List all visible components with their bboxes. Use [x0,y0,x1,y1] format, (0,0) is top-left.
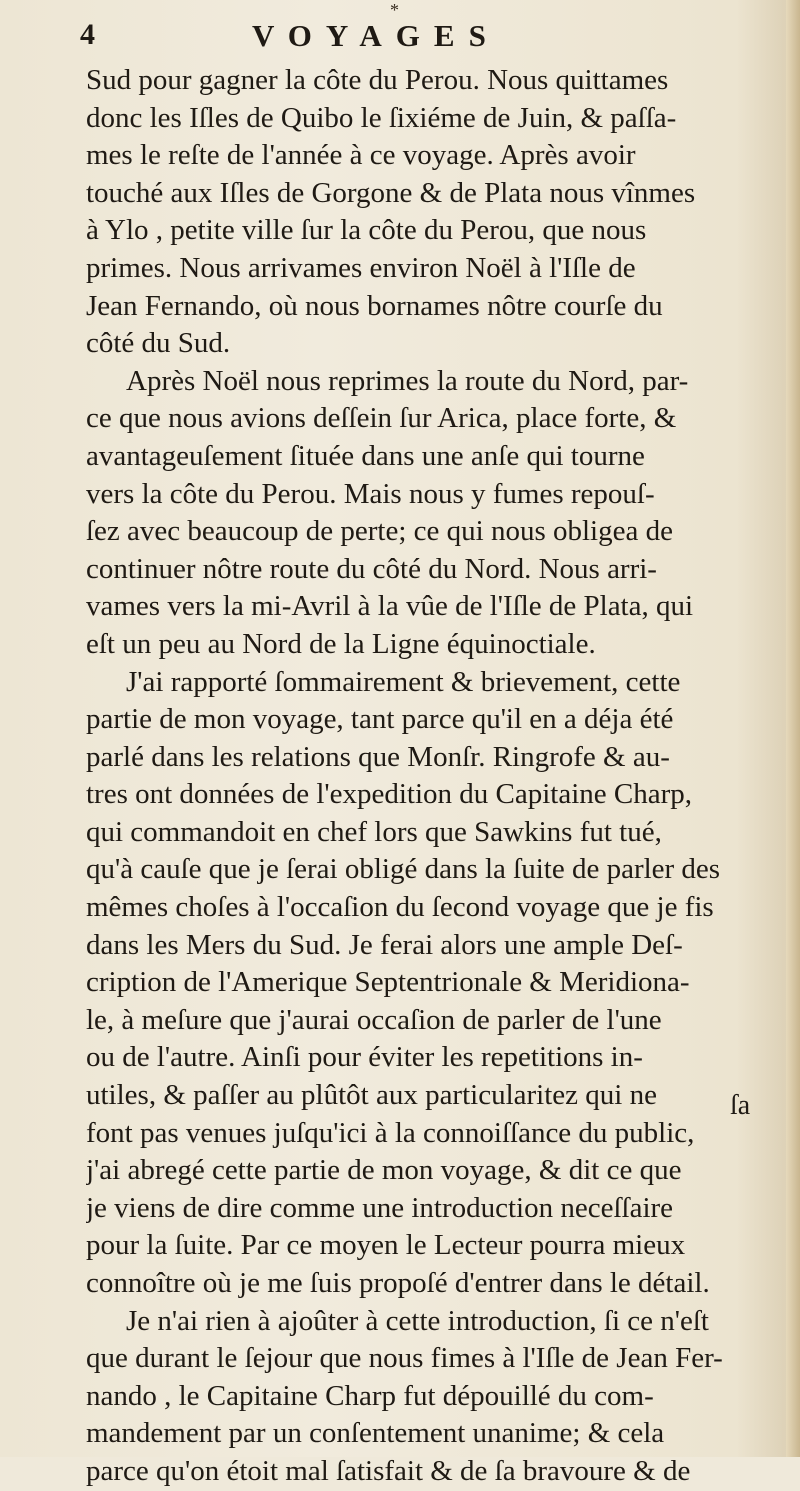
running-head: VOYAGES [252,18,500,53]
text-line: dans les Mers du Sud. Je ferai alors une ample Deſ- [86,928,683,961]
text-line: j'ai abregé cette partie de mon voyage, & dit ce que [86,1154,682,1187]
text-line: qu'à cauſe que je ſerai obligé dans la ſuite de parler des [86,853,721,886]
text-line: eſt un peu au Nord de la Ligne équinoctiale. [86,627,596,660]
text-line: partie de mon voyage, tant parce qu'il en a déja été [86,703,674,736]
text-line: ou de l'autre. Ainſi pour éviter les repetitions in- [86,1041,643,1074]
text-line: parlé dans les relations que Monſr. Ringrofe & au- [86,740,670,773]
text-line: J'ai rapporté ſommairement & brievement, cette [126,665,681,698]
printer-mark: * [390,0,399,20]
text-line: pour la ſuite. Par ce moyen le Lecteur pourra mieux [86,1229,686,1262]
text-line: mes le reſte de l'année à ce voyage. Après avoir [86,139,636,172]
text-line: côté du Sud. [86,327,231,360]
text-line: vers la côte du Perou. Mais nous y fumes repouſ- [86,477,655,510]
text-line: font pas venues juſqu'ici à la connoiſſance du public, [86,1116,695,1149]
text-line: ſez avec beaucoup de perte; ce qui nous obligea de [86,515,673,548]
text-line: mêmes choſes à l'occaſion du ſecond voyage que je fis [86,891,714,924]
page-header [80,18,720,58]
text-line: donc les Iſles de Quibo le ſixiéme de Juin, & paſſa- [86,101,677,134]
text-line: Je n'ai rien à ajoûter à cette introduction, ſi ce n'eſt [126,1304,709,1337]
page-number: 4 [80,18,95,51]
text-line: le, à meſure que j'aurai occaſion de parler de l'une [86,1003,662,1036]
text-line: je viens de dire comme une introduction neceſſaire [86,1191,674,1224]
body-text [86,62,776,1491]
text-line: parce qu'on étoit mal ſatisfait & de ſa bravoure & de [86,1454,691,1487]
text-line: Sud pour gagner la côte du Perou. Nous quittames [86,64,669,96]
text-line: vames vers la mi-Avril à la vûe de l'Iſle de Plata, qui [86,590,694,623]
text-line: mandement par un conſentement unanime; & cela [86,1417,665,1450]
catchword: ſa [730,1090,751,1121]
text-line: qui commandoit en chef lors que Sawkins fut tué, [86,815,662,848]
text-line: primes. Nous arrivames environ Noël à l'Iſle de [86,251,636,284]
text-line: ce que nous avions deſſein ſur Arica, place forte, & [86,402,677,435]
text-line: connoître où je me ſuis propoſé d'entrer dans le détail. [86,1267,710,1299]
text-line: tres ont données de l'expedition du Capitaine Charp, [86,778,693,811]
page-edge [786,0,800,1457]
text-line: nando , le Capitaine Charp fut dépouillé du com- [86,1379,654,1412]
text-line: Après Noël nous reprimes la route du Nord, par- [126,364,689,397]
text-line: que durant le ſejour que nous fimes à l'Iſle de Jean Fer- [86,1342,723,1375]
text-line: avantageuſement ſituée dans une anſe qui tourne [86,439,645,472]
text-line: Jean Fernando, où nous bornames nôtre courſe du [86,289,663,322]
text-line: cription de l'Amerique Septentrionale & Meridiona- [86,966,690,999]
text-line: à Ylo , petite ville ſur la côte du Perou, que nous [86,214,647,247]
text-line: utiles, & paſſer au plûtôt aux particularitez qui ne [86,1079,657,1112]
text-line: continuer nôtre route du côté du Nord. Nous arri- [86,552,657,585]
text-line: touché aux Iſles de Gorgone & de Plata nous vînmes [86,176,696,209]
